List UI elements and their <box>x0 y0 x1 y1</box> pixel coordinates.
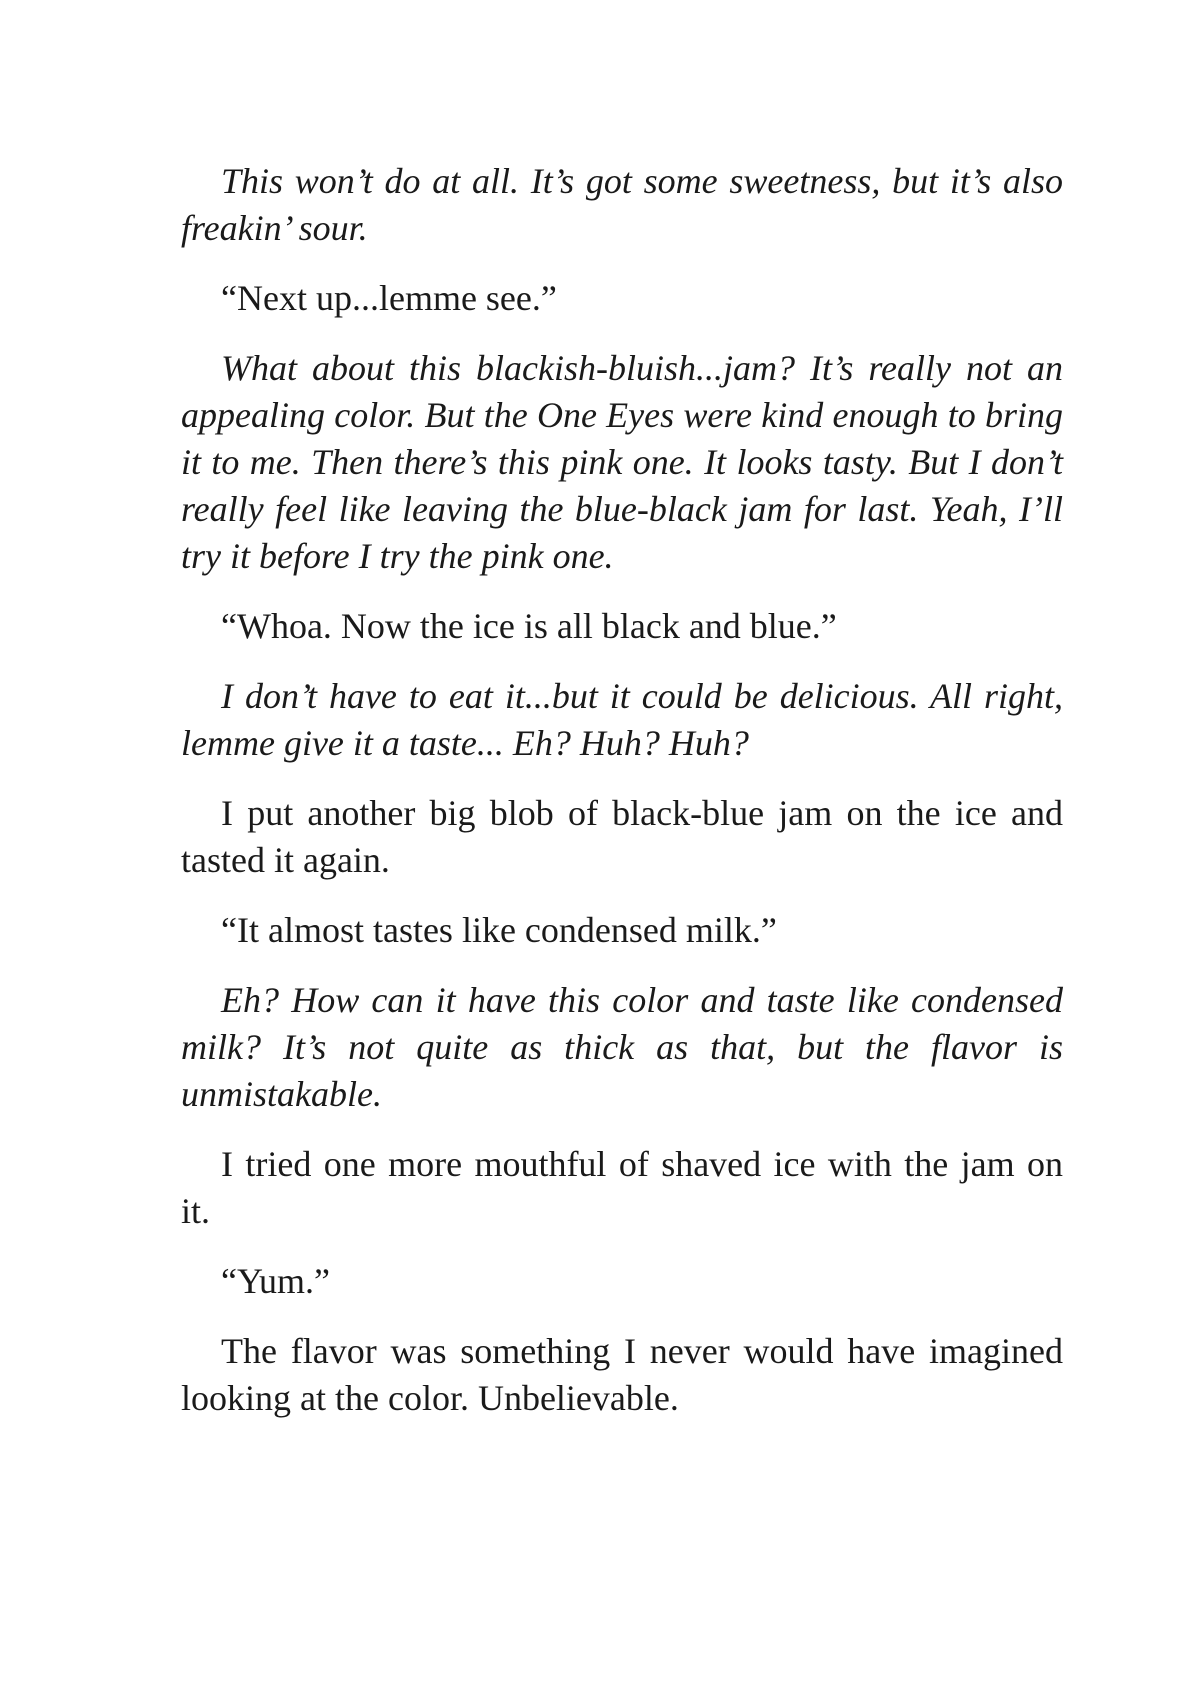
paragraph-dialogue-2: “Whoa. Now the ice is all black and blue.” <box>221 606 837 646</box>
paragraph-thought-1: This won’t do at all. It’s got some sweetness, but it’s also freakin’ sour. <box>181 161 1063 248</box>
paragraph-dialogue-4: “Yum.” <box>221 1261 330 1301</box>
paragraph-thought-4: Eh? How can it have this color and taste like condensed milk? It’s not quite as thick as that, but the flavor is unmistakable. <box>181 980 1063 1114</box>
paragraph-thought-2: What about this blackish-bluish...jam? It’s really not an appealing color. But the One Eyes were kind enough to bring it to me. Then there’s this pink one. It looks tasty. But I don’t really feel like leaving the blue-black jam for last. Yeah, I’ll try it before I try the pink one. <box>181 348 1063 576</box>
paragraph-narration-2: I tried one more mouthful of shaved ice with the jam on it. <box>181 1144 1063 1231</box>
paragraph-dialogue-3: “It almost tastes like condensed milk.” <box>221 910 777 950</box>
paragraph-dialogue-1: “Next up...lemme see.” <box>221 278 557 318</box>
paragraph-thought-3: I don’t have to eat it...but it could be delicious. All right, lemme give it a taste... Eh? Huh? Huh? <box>181 676 1063 763</box>
book-page <box>181 158 1063 1445</box>
paragraph-narration-1: I put another big blob of black-blue jam on the ice and tasted it again. <box>181 793 1063 880</box>
paragraph-narration-3: The flavor was something I never would have imagined looking at the color. Unbelievable. <box>181 1331 1063 1418</box>
